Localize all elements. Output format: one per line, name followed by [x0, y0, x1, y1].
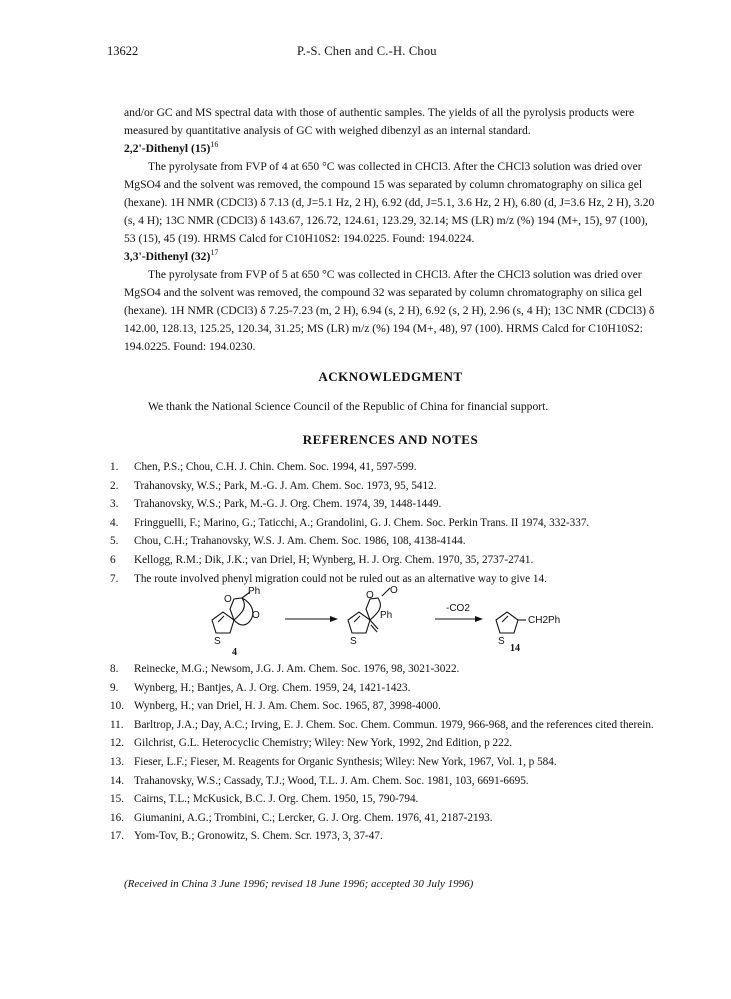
s-label-mid: S: [350, 636, 357, 647]
ch2ph-label: CH2Ph: [528, 615, 561, 626]
o-label-mid-b: O: [390, 585, 398, 596]
lactone-bridge-4: [230, 598, 244, 620]
reference-item: 1. Chen, P.S.; Chou, C.H. J. Chin. Chem. Soc. 1994, 41, 597-599.: [110, 461, 417, 473]
reference-item: 10. Wynberg, H.; van Driel, H. J. Am. Chem. Soc. 1965, 87, 3998-4000.: [110, 700, 441, 713]
reaction-scheme: [190, 585, 590, 655]
s-label-4: S: [214, 636, 221, 647]
compound-label-14: 14: [510, 643, 520, 654]
reference-item: 4. Fringguelli, F.; Marino, G.; Taticchi, A.; Grandolini, G. J. Chem. Soc. Perkin Trans. II 1974, 332-337.: [110, 516, 590, 529]
reference-item: 16. Giumanini, A.G.; Trombini, C.; Lercker, G. J. Org. Chem. 1976, 41, 2187-2193.: [110, 811, 493, 824]
references-list-1: [110, 458, 660, 588]
compound-label-4: 4: [232, 647, 237, 655]
reference-item: 11. Barltrop, J.A.; Day, A.C.; Irving, E. J. Chem. Soc. Chem. Commun. 1979, 966-968, and the references cited therein.: [110, 718, 654, 731]
thiophene-ring-14: [496, 612, 518, 633]
s-label-14: S: [498, 636, 505, 647]
ph-label-mid: Ph: [380, 610, 393, 621]
reference-item: 7. The route involved phenyl migration could not be ruled out as an alternative way to give 14.: [110, 572, 547, 585]
compound-15-title: 2,2'-Dithenyl $(15)^{16}$: [124, 140, 219, 155]
o-label-mid-a: O: [366, 590, 374, 601]
o-label-4a: O: [224, 594, 232, 605]
ph-label-4: Ph: [248, 586, 261, 597]
references-title: REFERENCES AND NOTES: [302, 432, 479, 447]
reference-item: 6 Kellogg, R.M.; Dik, J.K.; van Driel, H; Wynberg, H. J. Org. Chem. 1970, 35, 2737-2741.: [110, 553, 534, 566]
received-dates: (Received in China 3 June 1996; revised 18 June 1996; accepted 30 July 1996): [124, 878, 474, 890]
reference-item: 9. Wynberg, H.; Bantjes, A. J. Org. Chem. 1959, 24, 1421-1423.: [110, 681, 411, 694]
compound-32-title: 3,3'-Dithenyl $(32)^{17}$: [124, 248, 219, 263]
intro-paragraph: and/or GC and MS spectral data with those of authentic samples. The yields of all the pyrolysis products were measured by quantitative analysis of GC with weighed dibenzyl as an internal standard.: [124, 106, 635, 137]
references-list-2: [110, 660, 660, 846]
thiophene-ring-mid: [348, 612, 370, 633]
reference-item: 8. Reinecke, M.G.; Newsom, J.G. J. Am. Chem. Soc. 1976, 98, 3021-3022.: [110, 663, 460, 675]
acknowledgment-text: We thank the National Science Council of the Republic of China for financial support.: [148, 400, 549, 413]
reference-item: 2. Trahanovsky, W.S.; Park, M.-G. J. Am. Chem. Soc. 1973, 95, 5412.: [110, 479, 437, 492]
acknowledgment-title: ACKNOWLEDGMENT: [318, 369, 463, 384]
reference-item: 5. Chou, C.H.; Trahanovsky, W.S. J. Am. Chem. Soc. 1986, 108, 4138-4144.: [110, 535, 466, 548]
o-label-4b: O: [252, 610, 260, 621]
compound-15-text: The pyrolysate from FVP of 4 at 650 °C was collected in CHCl3. After the CHCl3 solution was dried over MgSO4 and the solvent was removed, the compound 15 was separated by column chromatography on silica gel (hexane). 1H NMR (CDCl3) δ 7.13 (d, J=5.1 Hz, 2 H), 6.92 (dd, J=5.1, 3.6 Hz, 2 H), 6.80 (d, J=3.6 Hz, 2 H), 3.20 (s, 4 H); 13C NMR (CDCl3) δ 143.67, 126.72, 124.61, 123.29, 32.14; MS (LR) m/z (%) 194 (M+, 15), 97 (100), 53 (15), 45 (19). HRMS Calcd for C10H10S2: 194.0225. Found: 194.0224.: [124, 160, 655, 245]
reference-item: 13. Fieser, L.F.; Fieser, M. Reagents for Organic Synthesis; Wiley: New York, 1967, Vol. 1, p 584.: [110, 755, 557, 768]
reference-item: 14. Trahanovsky, W.S.; Cassady, T.J.; Wood, T.L. J. Am. Chem. Soc. 1981, 103, 6691-6695.: [110, 774, 529, 787]
reference-item: 15. Cairns, T.L.; McKusick, B.C. J. Org. Chem. 1950, 15, 790-794.: [110, 793, 419, 806]
experimental-section: [124, 104, 657, 356]
page-number: 13622: [107, 44, 139, 58]
reagent-label: -CO2: [446, 603, 470, 614]
running-head: P.-S. Chen and C.-H. Chou: [297, 44, 437, 58]
thiophene-ring-4: [212, 612, 234, 633]
lactone-mid: [366, 598, 380, 620]
reference-item: 3. Trahanovsky, W.S.; Park, M.-G. J. Org. Chem. 1974, 39, 1448-1449.: [110, 498, 442, 511]
reference-item: 17. Yom-Tov, B.; Gronowitz, S. Chem. Scr. 1973, 3, 37-47.: [110, 830, 383, 843]
reference-item: 12. Gilchrist, G.L. Heterocyclic Chemistry; Wiley: New York, 1992, 2nd Edition, p 222.: [110, 737, 513, 750]
compound-32-text: The pyrolysate from FVP of 5 at 650 °C was collected in CHCl3. After the CHCl3 solution was dried over MgSO4 and the solvent was removed, the compound 32 was separated by column chromatography on silica gel (hexane). 1H NMR (CDCl3) δ 7.25-7.23 (m, 2 H), 6.94 (s, 2 H), 6.92 (s, 2 H), 2.96 (s, 4 H); 13C NMR (CDCl3) δ 142.00, 128.13, 125.25, 120.34, 31.25; MS (LR) m/z (%) 194 (M+, 48), 97 (100). HRMS Calcd for C10H10S2: 194.0225. Found: 194.0230.: [124, 268, 655, 353]
